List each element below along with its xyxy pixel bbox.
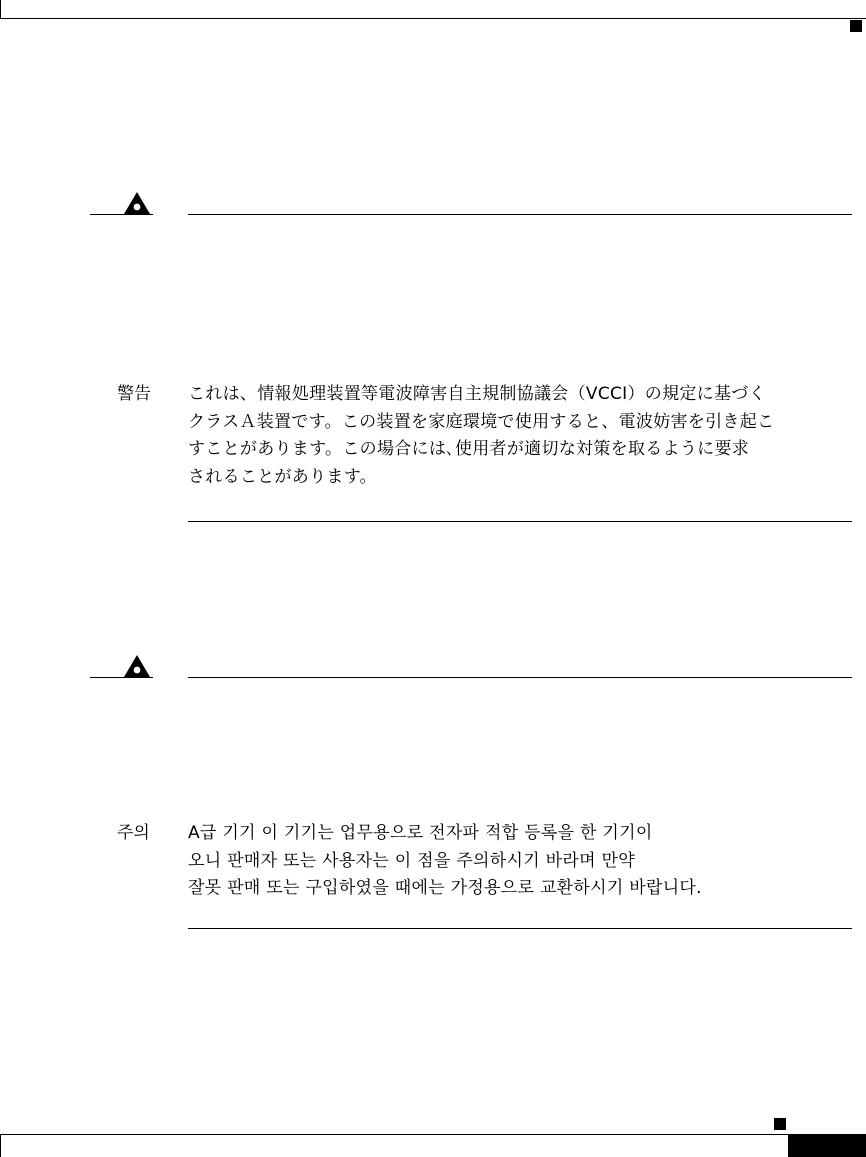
warning-bottom-rule: [188, 521, 852, 522]
header-left-tick: [0, 0, 1, 18]
warning-line: すことがあります。この場合には､使用者が適切な対策を取るように要求: [188, 439, 750, 459]
caution-label: 주의: [117, 823, 150, 843]
warning-label: 警告: [117, 384, 151, 404]
caution-top-rule: [188, 677, 852, 678]
footer-marker: [774, 1118, 786, 1130]
warning-triangle-icon: [123, 654, 151, 678]
header-rule: [0, 18, 866, 19]
warning-text: [188, 381, 774, 491]
caution-line: 오니 판매자 또는 사용자는 이 점을 주의하시기 바라며 만약: [188, 850, 635, 871]
warning-line: クラスＡ装置です。この装置を家庭環境で使用すると、電波妨害を引き起こ: [188, 411, 775, 432]
caution-line: 잘못 판매 또는 구입하였을 때에는 가정용으로 교환하시기 바랍니다.: [188, 878, 702, 898]
caution-text: [188, 820, 702, 903]
warning-line: されることがあります。: [188, 466, 377, 487]
warning-top-rule: [188, 214, 852, 215]
caution-bottom-rule: [188, 928, 852, 929]
header-marker: [850, 20, 862, 32]
footer-page-tab: [788, 1135, 866, 1157]
footer-left-tick: [0, 1134, 1, 1157]
footer-rule: [0, 1134, 866, 1135]
warning-line: これは、情報処理装置等電波障害自主規制協議会（VCCI）の規定に基づく: [188, 384, 766, 404]
warning-icon-rule: [90, 214, 153, 215]
caution-line: A급 기기 이 기기는 업무용으로 전자파 적합 등록을 한 기기이: [188, 823, 653, 843]
caution-icon-rule: [90, 677, 153, 678]
warning-triangle-icon: [123, 191, 151, 215]
